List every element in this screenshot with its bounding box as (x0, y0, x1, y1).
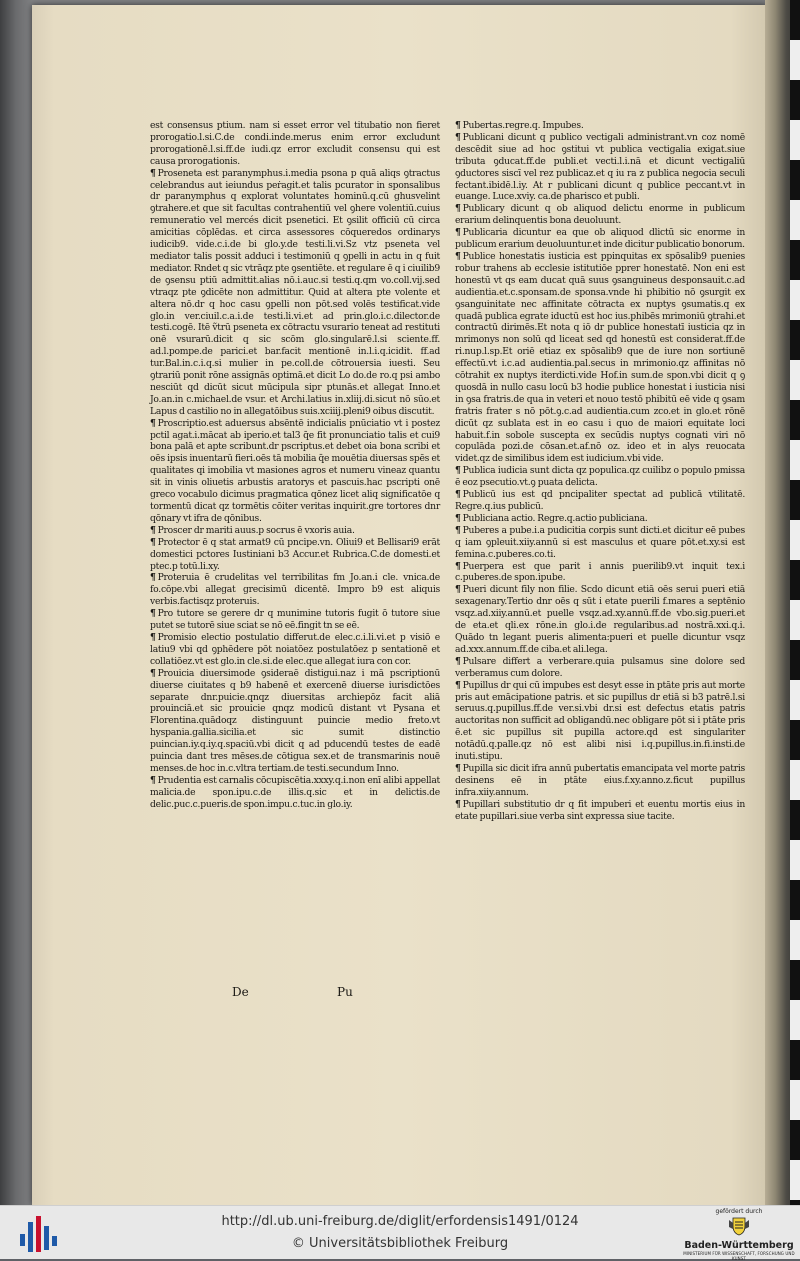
text-entry: ¶ Pro tutore se gerere dr q munimine tutoris fugit ō tutore siue putet se tutorē siue sciat se nō eē.fingit tn se eē. (150, 608, 440, 632)
text-entry: ¶ Pupillari substitutio dr q fit impuberi et euentu mortis eius in etate pupillari.siue verba sint expressa siue tacite. (455, 799, 745, 823)
text-entry: ¶ Proscriptio.est aduersus absēntē indicialis pnūciatio vt i postez pctil agat.i.mācat ab iperio.et tal3 q̄e fit pronunciatio talis et cui9 bona palā et apte scribunt.dr pscriptus.et debet oia bona scribi et oēs ipsis inuentarū fieri.oēs tā mobilia q̄e mouētia diuersas spēs et qualitates qi imobilia vt masiones agros et numeru vineaz quantu sit in vinis oliuetis arbustis aratorys et pascuis.hac pscripti onē greco vocabulo dicimus pragmatica qōnez licet aliq significatōe q tormentū dicat qz tormētis cōiter veritas inquirit.gre tortores dnr qōnary vt ifra de qōnibus. (150, 418, 440, 525)
text-entry: ¶ Pupilla sic dicit ifra annū pubertatis emancipata vel morte patris desinens eē in ptāte eius.f.xy.anno.z.ficut pupillus infra.xiiy.annum. (455, 763, 745, 799)
text-entry: ¶ Proscer dr mariti auus.p socrus ē vxoris auia. (150, 525, 440, 537)
text-entry: ¶ Publicū ius est qd pncipaliter spectat ad publicā vtilitatē. Regre.q.ius publicū. (455, 489, 745, 513)
text-entry: est consensus ptium. nam si esset error vel titubatio non fieret prorogatio.l.si.C.de condi.inde.merus enim error excludunt prorogationē.l.si.ff.de iudi.qz error excludit consensu qui est causa prorogationis. (150, 120, 440, 167)
text-entry: ¶ Prouicia diuersimode ꝯsideraē distigui.naz i mā pscriptionū diuerse ciuitates q b9 habenē et exercenē diuerse iurisdictōes separate dnr.puicie.qnqz diuersitas archiepōz facit aliā prouinciā.et sic prouicie qnqz modicū distant vt Pysana et Florentina.quādoqz distinguunt puincie medio freto.vt hyspania.gallia.sicilia.et sic sumit distinctio puincian.iy.q.iy.q.spaciū.vbi dicit q ad pducendū testes de eadē puincia dant tres mēses.de cōtigua sex.et de transmarinis nouē menses.de hoc in.c.vltra tertiam.de testi.secundum Inno. (150, 668, 440, 775)
text-entry: ¶ Publica iudicia sunt dicta qz populica.qz cuilibz o populo pmissa ē eoz psecutio.vt.ꝯ puata delicta. (455, 465, 745, 489)
text-entry: ¶ Pueri dicunt fily non filie. Scdo dicunt etiā oēs serui pueri etiā sexagenary.Tertio dnr oēs q sūt i etate puerili f.mares a septēnio vsqz.ad.xiiy.annū.et puelle vsqz.ad.xy.annū.ff.de vbo.sig.pueri.et de eta.et qli.ex rōne.in glo.i.de regularibus.ad nostrā.xxi.q.i. Quādo tn legant pueris alimenta:pueri et puelle dicuntur vsqz ad.xxx.annum.ff.de ciba.et ali.lega. (455, 584, 745, 655)
text-entry: ¶ Puberes a pube.i.a pudicitia corpis sunt dicti.et dicitur eē pubes q iam ꝯpleuit.xiiy.annū si est masculus et quare pōt.et.xy.si est femina.c.puberes.co.ti. (455, 525, 745, 561)
catchword-left: De (232, 985, 249, 999)
text-entry: ¶ Proseneta est paranymphus.i.media psona p quā aliqs ꝯtractus celebrandus aut ieiundus peṙagit.et talis pcurator in sponsalibus dr paranymphus q explorat voluntates hominū.q.cū ghusvelint ꝯtrahere.et que sit facultas contrahentiū vel ꝯhere volentiū.cuius remuneratio vel mercés dicit psenetici. Et ꝯsilit officiū cū circa amicitias cōplēdas. et circa assessores cōqueredos ordinarys iudicib9. vide.c.i.de bi glo.y.de testi.li.vi.Sz vtz pseneta vel mediator talis possit adduci i testimoniū q ꝯpelli in actu in q fuit mediator. Rndet q sic vtrāqz pte ꝯsentiēte. et regulare ē q i ciuilib9 de ꝯsensu ptiū admittit.alias nō.i.auc.si testi.q.qm vo.coll.vij.sed vtraqz pte ꝯdicēte non admittitur. Quid at altera pte volente et altera nō.dr q hoc casu ꝯpelli non pōt.sed volēs testificat.vide glo.in ver.ciuil.c.a.i.de testi.li.vi.et ad prin.glo.i.c.dilector.de testi.cogē. Itē ṽtrū pseneta ex cōtractu vsurario teneat ad restituti onē vsurarū.dicit q sic scōm glo.singularē.l.si sciente.ff. ad.l.pompe.de parici.et bar.facit mentionē in.l.i.q.icidit. ff.ad tur.Bal.in.c.i.q.si mulier in pe.coll.de cōtrouersia iuesti. Seu ꝯtrariū ponit rōne assignās optimā.et dicit Lo do.de ro.q psi ambo nesciūt qd dicūt sicut mūcipula sipr ptunās.et allegat Inno.et Jo.an.in c.michael.de vsur. et Archi.latius in.xliij.di.sicut nō sūo.et Lapus d castilio no in allegatōibus suis.xciiij.pleni9 oibus discutit. (150, 168, 440, 418)
text-entry: ¶ Promisio electio postulatio differut.de elec.c.i.li.vi.et p visiō e latiu9 vbi qd ꝯphēdere pōt noiatōez postulatōez p sentationē et collatiōez.vt est glo.in cle.si.de elec.que allegat iura con cor. (150, 632, 440, 668)
text-entry: ¶ Proteruia ē crudelitas vel terribilitas fm Jo.an.i cle. vnica.de fo.cōpe.vbi allegat grecisimū dicentē. Impro b9 est aliquis verbis.factisqz proteruis. (150, 572, 440, 608)
funder-ministry: MINISTERIUM FÜR WISSENSCHAFT, FORSCHUNG UND KUNST (683, 1251, 795, 1261)
text-entry: ¶ Publiciana actio. Regre.q.actio publiciana. (455, 513, 745, 525)
text-entry: ¶ Publicani dicunt q publico vectigali administrant.vn coz nomē descēdit siue ad hoc ꝯstitui vt publica vectigalia exigat.siue tributa ꝯducat.ff.de publi.et vecti.l.i.nā et dicunt vectigaliū ꝯductores siscī vel rez publicaz.et q iu ra z publica negocia seculi fectant.ibidē.l.iy. At r publicani dicunt q publice peccant.vt in euange. Luce.xviy. ca.de pharisco et publi. (455, 132, 745, 203)
document-permalink[interactable]: http://dl.ub.uni-freiburg.de/diglit/erfordensis1491/0124 (221, 1214, 579, 1229)
coat-of-arms-icon (728, 1216, 750, 1236)
text-entry: ¶ Pulsare differt a verberare.quia pulsamus sine dolore sed verberamus cum dolore. (455, 656, 745, 680)
text-entry: ¶ Protector ē q stat armat9 cū pncipe.vn. Oliui9 et Bellisari9 erāt domestici pctores Iustiniani b3 Accur.et Rubrica.C.de domesti.et ptec.p totū.li.xy. (150, 537, 440, 573)
footer-bar (0, 1205, 800, 1259)
text-entry: ¶ Pubertas.regre.q. Impubes. (455, 120, 745, 132)
text-column-right (455, 120, 745, 822)
text-entry: ¶ Publicaria dicuntur ea que ob aliquod dlictū sic enorme in publicum erarium deuoluuntur.et inde dicitur publicatio bonorum. (455, 227, 745, 251)
text-entry: ¶ Prudentia est carnalis cōcupiscētia.xxxy.q.i.non enī alibi appellat malicia.de spon.ipu.c.de illis.q.sic et in delictis.de delic.puc.c.pueris.de spon.impu.c.tuc.in glo.iy. (150, 775, 440, 811)
text-entry: ¶ Publice honestatis iusticia est ppinquitas ex spōsalib9 puenies robur trahens ab ecclesie istitutiōe pprer honestatē. Non eni est honestū vt qs eam ducat quā suus ꝯsanguineus desponsauit.c.ad audientia.et.c.sponsam.de sponsa.vnde hi phibitio nō ꝯsurgit ex ꝯsanguinitate nec affinitate cōtracta ex nuptys ꝯsumatis.q ex quadā publica egrate iductū est hoc ius.phibēs mrimoniū ꝯtrahi.et contractū dirimēs.Et nota q iō dr publice honestatī iusticia qz in mrimonys non solū qd liceat sed qd honestū est considerat.ff.de ri.nup.l.sp.Et oriē etiaz ex spōsalib9 que de iure non sortiunē effectū.vt i.c.ad audientia.pal.secus in mrimonio.qz affinitas nō cōtrahit ex nuptys iterdicti.vide Hof.in sum.de spon.vbi dicit q ꝯ quosdā in nullo casu locū b3 hodie publice honestat i iusticia nisi in ꝯsa fratris.de qua in veteri et nouo testō phibitū eē vide q ꝯsam fratris frater s nō pōt.ꝯ.c.ad audientia.cum zco.et in glo.et rōnē dicūt qz sublata est in eo casu i quo de maiori equitate loci habuit.f.in sobole suscepta ex secūdis nuptys cognati viri nō copulāda pozi.de cōsan.et.af.nō oz. ideo et in alys reuocata videt.qz de similibus idem est iudicium.vbi vide. (455, 251, 745, 465)
scale-ruler (790, 0, 800, 1205)
text-entry: ¶ Pupillus dr qui cū impubes est desyt esse in ptāte pris aut morte pris aut emācipatione patris. et sic pupillus dr etiā si b3 patrē.l.si seruus.q.pupillus.ff.de ver.si.vbi dr.si est defectus etatis patris auctoritas non sufficit ad obligandū.nec obligare pōt si i ptāte pris ē.et sic pupillus sit pupilla actore.qd est singulariter notādū.q.palle.qz nō est alibi nisi i.q.pupillus.in.fi.insti.de inuti.stipu. (455, 680, 745, 763)
catchword-right: Pu (337, 985, 353, 999)
funder-name: Baden-Württemberg (684, 1240, 794, 1251)
text-entry: ¶ Publicary dicunt q ob aliquod delictu enorme in publicum erarium delinquentis bona deuoluunt. (455, 203, 745, 227)
text-entry: ¶ Puerpera est que parit i annis puerilib9.vt inquit tex.i c.puberes.de spon.ipube. (455, 561, 745, 585)
funder-logo[interactable] (680, 1206, 798, 1259)
copyright-notice: © Universitätsbibliothek Freiburg (291, 1236, 509, 1251)
funder-caption: gefördert durch (715, 1208, 763, 1215)
text-column-left (150, 120, 440, 811)
